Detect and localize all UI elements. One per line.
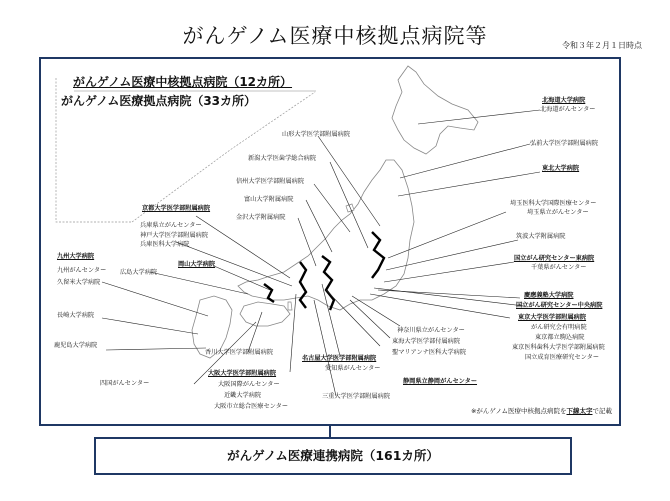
label-shizuoka: 静岡県立静岡がんセンター	[403, 378, 478, 385]
label-hokkaido-cancer: 北海道がんセンター	[540, 106, 596, 113]
legend-core: がんゲノム医療中核拠点病院（12カ所）	[73, 75, 293, 89]
label-ncc-east: 国立がん研究センター東病院	[514, 255, 595, 262]
label-kagawa: 香川大学医学部附属病院	[205, 349, 274, 356]
label-keio: 慶應義塾大学病院	[524, 292, 574, 299]
label-kagoshima: 鹿児島大学病院	[54, 342, 98, 349]
shikoku-shape	[240, 302, 290, 326]
label-nagasaki: 長崎大学病院	[57, 312, 95, 319]
label-chiba: 千葉県がんセンター	[531, 264, 587, 271]
label-kyushu: 九州大学病院	[57, 253, 95, 260]
label-mie: 三重大学医学部附属病院	[322, 393, 391, 400]
label-saitama-pref: 埼玉県立がんセンター	[527, 209, 589, 216]
collaborating-hospitals-box: がんゲノム医療連携病院（161カ所）	[94, 437, 572, 475]
label-komagome: 東京都立駒込病院	[535, 334, 585, 341]
awaji-island	[288, 302, 292, 310]
label-kyushu-cancer: 九州がんセンター	[57, 267, 107, 274]
label-kanagawa: 神奈川県立がんセンター	[397, 327, 465, 334]
page-title: がんゲノム医療中核拠点病院等	[182, 24, 488, 48]
label-kurume: 久留米大学病院	[57, 279, 101, 286]
footnote-suffix: で記載	[592, 407, 612, 415]
label-nagoya: 名古屋大学医学部附属病院	[302, 355, 377, 362]
label-hirosaki: 弘前大学医学部附属病院	[530, 140, 599, 147]
label-toyama: 富山大学附属病院	[244, 196, 294, 203]
label-hokkaido-univ: 北海道大学病院	[542, 97, 586, 104]
label-shinshu: 信州大学医学部附属病院	[236, 178, 305, 185]
label-tsukuba: 筑波大学附属病院	[516, 233, 566, 240]
label-aichi: 愛知県がんセンター	[325, 365, 381, 372]
label-kyoto: 京都大学医学部附属病院	[142, 205, 211, 212]
footnote	[471, 406, 612, 415]
footnote-prefix: ※がんゲノム医療中核拠点病院を	[470, 407, 567, 415]
label-marianna: 聖マリアンナ医科大学病院	[392, 349, 467, 356]
label-tmdu: 東京医科歯科大学医学部附属病院	[512, 344, 605, 351]
label-hyogo-med: 兵庫医科大学病院	[140, 241, 190, 248]
label-ncchd: 国立成育医療研究センター	[525, 354, 600, 361]
label-niigata: 新潟大学医歯学総合病院	[248, 155, 317, 162]
label-okayama: 岡山大学病院	[178, 261, 216, 268]
label-kobe: 神戸大学医学部附属病院	[140, 232, 209, 239]
label-shikoku: 四国がんセンター	[100, 380, 150, 387]
label-ariake: がん研究会有明病院	[531, 324, 587, 331]
label-saitama-intl: 埼玉医科大学国際医療センター	[510, 200, 597, 207]
label-tokai: 東海大学医学部付属病院	[392, 338, 461, 345]
connector-stem	[329, 426, 331, 437]
label-osaka-city: 大阪市立総合医療センター	[214, 403, 289, 410]
label-osaka-univ: 大阪大学医学部附属病院	[208, 370, 277, 377]
label-osaka-intl: 大阪国際がんセンター	[218, 381, 280, 388]
label-hyogo-cancer: 兵庫県立がんセンター	[140, 222, 202, 229]
label-yamagata: 山形大学医学部附属病院	[282, 131, 351, 138]
label-hiroshima: 広島大学病院	[120, 269, 158, 276]
label-ncc-central: 国立がん研究センター中央病院	[516, 302, 603, 309]
hokkaido-shape	[392, 66, 478, 154]
label-kindai: 近畿大学病院	[224, 392, 262, 399]
footnote-bold: 下線太字	[566, 407, 593, 415]
legend-base: がんゲノム医療拠点病院（33カ所）	[61, 94, 257, 108]
label-kanazawa: 金沢大学附属病院	[236, 214, 286, 221]
label-tohoku: 東北大学病院	[542, 165, 580, 172]
label-tokyo-univ: 東京大学医学部附属病院	[518, 314, 587, 321]
date-stamp: 令和３年２月１日時点	[562, 41, 642, 50]
